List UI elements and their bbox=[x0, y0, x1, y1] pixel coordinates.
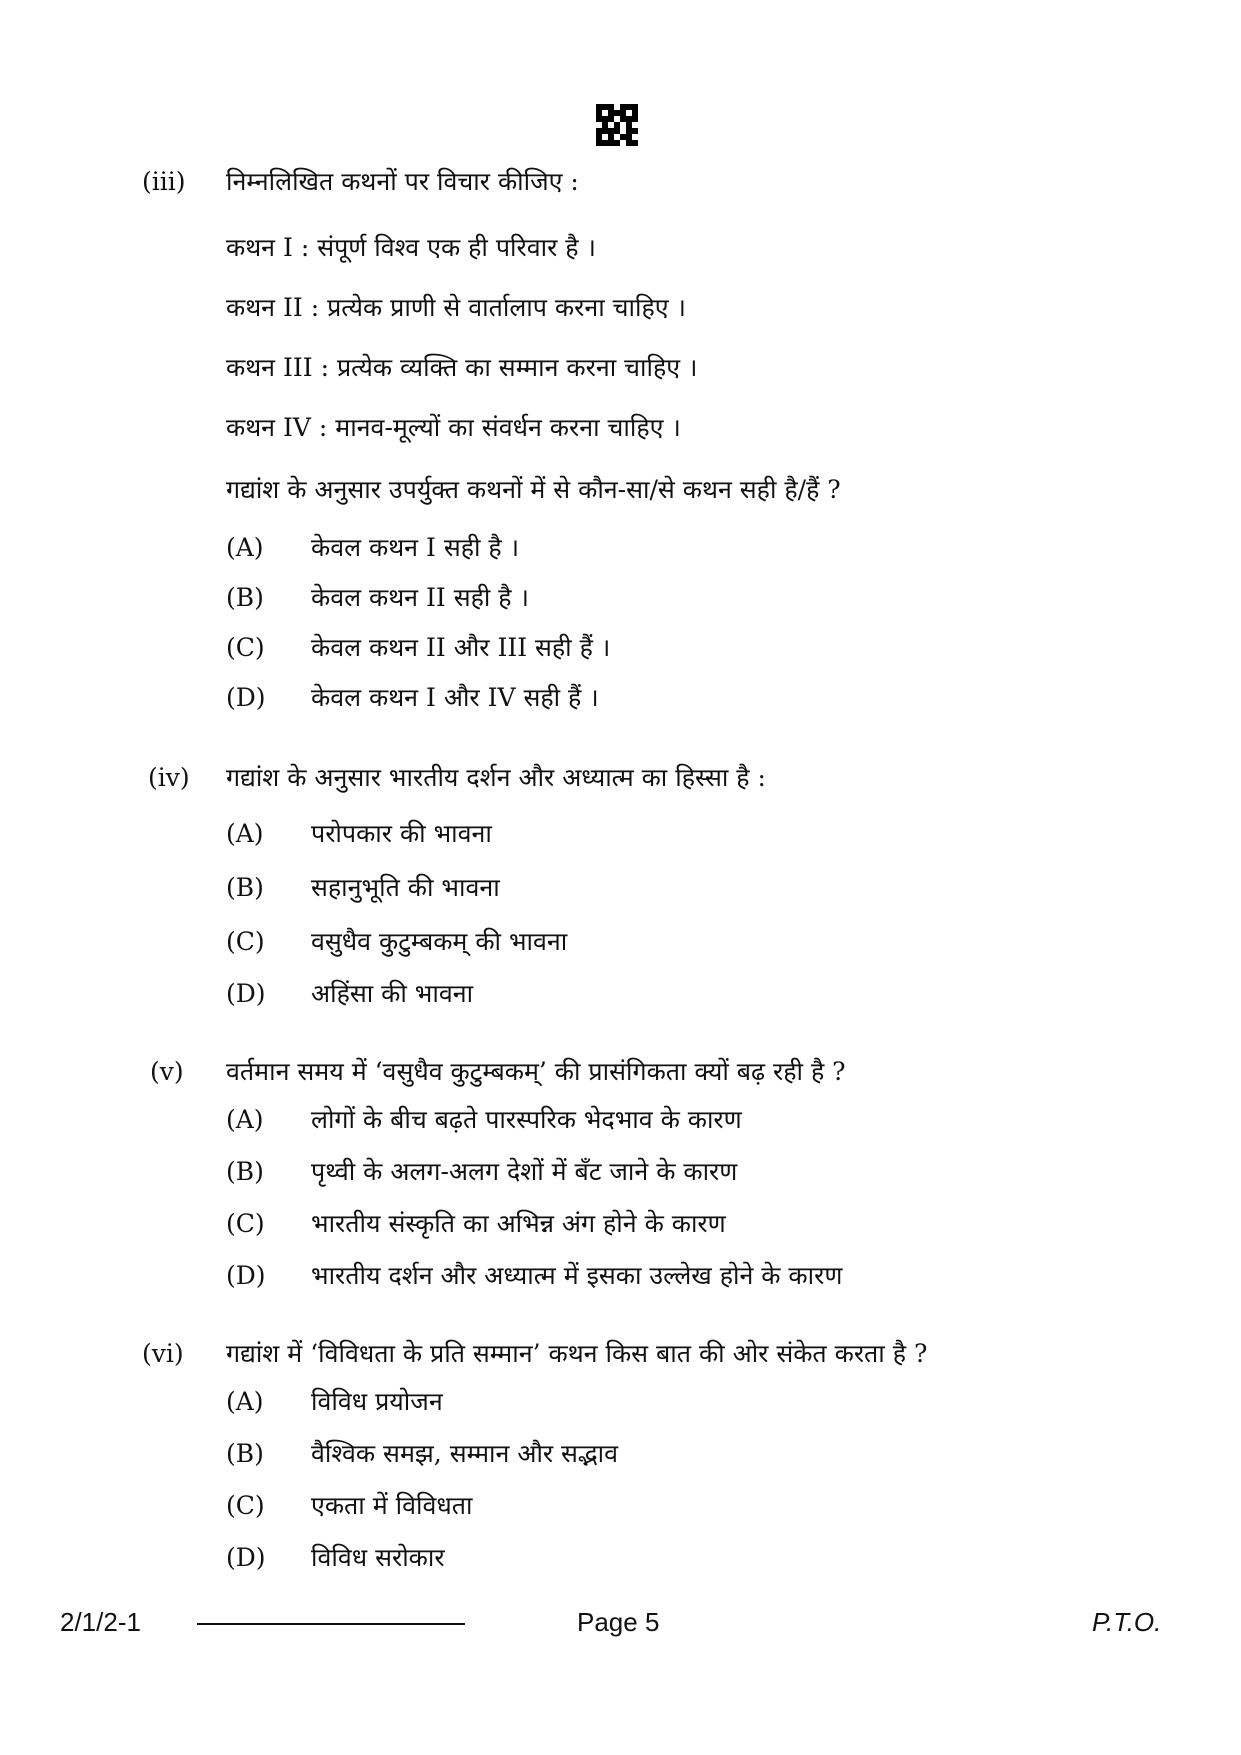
option-label: (B) bbox=[226, 583, 264, 612]
option-label: (B) bbox=[226, 1157, 264, 1186]
option-text: एकता में विविधता bbox=[311, 1491, 473, 1520]
option-text: परोपकार की भावना bbox=[311, 819, 492, 848]
question-number: (v) bbox=[150, 1057, 184, 1086]
option-label: (B) bbox=[226, 873, 264, 902]
option-label: (D) bbox=[226, 683, 266, 712]
option-label: (C) bbox=[226, 1209, 265, 1238]
option-text: भारतीय दर्शन और अध्यात्म में इसका उल्लेख होने के कारण bbox=[311, 1261, 843, 1290]
statement: कथन II : प्रत्येक प्राणी से वार्तालाप करना चाहिए । bbox=[226, 293, 686, 322]
question-text: गद्यांश में ‘विविधता के प्रति सम्मान’ कथन किस बात की ओर संकेत करता है ? bbox=[226, 1339, 928, 1368]
option-text: अहिंसा की भावना bbox=[311, 979, 474, 1008]
option-text: पृथ्वी के अलग-अलग देशों में बँट जाने के कारण bbox=[311, 1157, 738, 1186]
option-label: (A) bbox=[226, 1105, 264, 1134]
option-text: सहानुभूति की भावना bbox=[311, 873, 500, 902]
option-label: (B) bbox=[226, 1439, 264, 1468]
statement: कथन III : प्रत्येक व्यक्ति का सम्मान करना चाहिए । bbox=[226, 353, 698, 382]
question-text: वर्तमान समय में ‘वसुधैव कुटुम्बकम्’ की प्रासंगिकता क्यों बढ़ रही है ? bbox=[226, 1057, 846, 1086]
option-label: (D) bbox=[226, 1261, 266, 1290]
option-label: (A) bbox=[226, 1387, 264, 1416]
footer-divider bbox=[197, 1623, 465, 1625]
option-label: (C) bbox=[226, 633, 265, 662]
statement: कथन IV : मानव-मूल्यों का संवर्धन करना चाहिए । bbox=[226, 413, 681, 442]
option-text: विविध प्रयोजन bbox=[311, 1387, 443, 1416]
option-text: वसुधैव कुटुम्बकम् की भावना bbox=[311, 927, 568, 956]
option-text: वैश्विक समझ, सम्मान और सद्भाव bbox=[311, 1439, 619, 1468]
page-number: Page 5 bbox=[577, 1607, 660, 1637]
question-number: (vi) bbox=[142, 1339, 184, 1368]
question-text: गद्यांश के अनुसार उपर्युक्त कथनों में से कौन-सा/से कथन सही है/हैं ? bbox=[226, 475, 841, 504]
question-intro: निम्नलिखित कथनों पर विचार कीजिए : bbox=[226, 167, 579, 196]
option-text: केवल कथन II और III सही हैं । bbox=[311, 633, 611, 662]
option-label: (D) bbox=[226, 1543, 266, 1572]
pto-label: P.T.O. bbox=[1092, 1607, 1162, 1637]
option-label: (C) bbox=[226, 927, 265, 956]
question-number: (iii) bbox=[142, 167, 186, 196]
statement: कथन I : संपूर्ण विश्व एक ही परिवार है । bbox=[226, 233, 596, 262]
option-text: केवल कथन II सही है । bbox=[311, 583, 529, 612]
paper-code: 2/1/2-1 bbox=[60, 1607, 141, 1637]
option-label: (C) bbox=[226, 1491, 265, 1520]
option-label: (D) bbox=[226, 979, 266, 1008]
option-text: लोगों के बीच बढ़ते पारस्परिक भेदभाव के कारण bbox=[311, 1105, 742, 1134]
qr-code-icon bbox=[596, 104, 638, 146]
question-text: गद्यांश के अनुसार भारतीय दर्शन और अध्यात्म का हिस्सा है : bbox=[226, 763, 766, 792]
option-label: (A) bbox=[226, 533, 264, 562]
option-text: केवल कथन I सही है । bbox=[311, 533, 520, 562]
option-text: भारतीय संस्कृति का अभिन्न अंग होने के कारण bbox=[311, 1209, 726, 1238]
option-label: (A) bbox=[226, 819, 264, 848]
option-text: विविध सरोकार bbox=[311, 1543, 445, 1572]
option-text: केवल कथन I और IV सही हैं । bbox=[311, 683, 599, 712]
question-number: (iv) bbox=[148, 763, 190, 792]
